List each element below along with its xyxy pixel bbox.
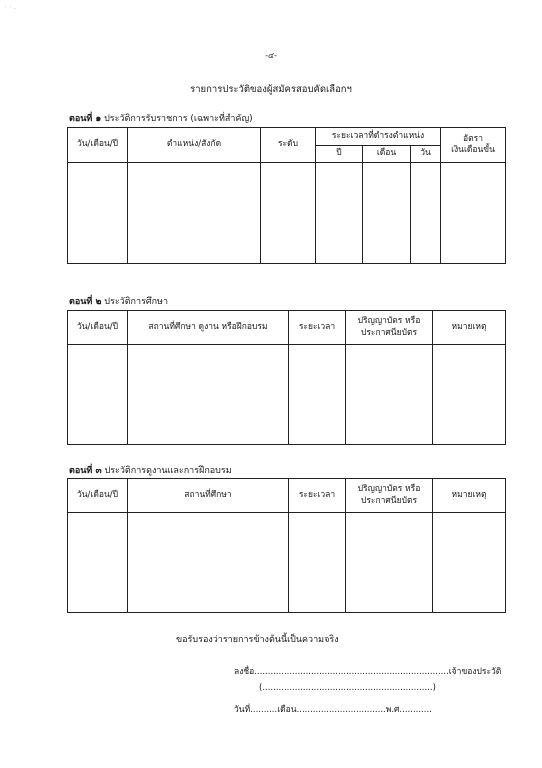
date-label: วันที่ xyxy=(234,705,251,715)
col-degree-line2: ประกาศนียบัตร xyxy=(360,327,418,338)
section2-label: ตอนที่ ๒ xyxy=(69,297,102,307)
section1-heading xyxy=(69,111,253,125)
cell-year[interactable] xyxy=(316,163,363,264)
document-title: รายการประวัติของผู้สมัครสอบคัดเลือกฯ xyxy=(190,84,352,95)
name-open-paren: ( xyxy=(259,683,263,693)
month-blank[interactable]: ................................. xyxy=(296,705,386,715)
col-degree-line2: ประกาศนียบัตร xyxy=(360,495,418,506)
name-blank[interactable]: ............................................................... xyxy=(262,683,433,693)
col-remark: หมายเหตุ xyxy=(433,479,506,513)
col-duration: ระยะเวลา xyxy=(289,479,346,513)
col-degree-line1: ปริญญาบัตร หรือ xyxy=(357,316,421,327)
col-salary-line1: อัตรา xyxy=(463,133,483,144)
col-position: ตำแหน่ง/สังกัด xyxy=(128,128,261,163)
month-label: เดือน xyxy=(277,705,297,715)
section3-title: ประวัติการดูงานและการฝึกอบรม xyxy=(104,466,232,476)
section2-title: ประวัติการศึกษา xyxy=(104,297,169,307)
col-degree xyxy=(346,479,433,513)
col-institution: สถานที่ศึกษา ดูงาน หรือฝึกอบรม xyxy=(128,311,289,345)
cell-month[interactable] xyxy=(363,163,411,264)
col-day: วัน xyxy=(411,146,441,163)
section3-heading xyxy=(69,463,232,477)
sign-blank[interactable]: ........................................................................ xyxy=(254,667,449,677)
cell-position[interactable] xyxy=(128,163,261,264)
col-duration-group: ระยะเวลาที่ดำรงตำแหน่ง xyxy=(316,128,441,146)
col-year: ปี xyxy=(316,146,363,163)
cell-degree[interactable] xyxy=(346,345,433,445)
scan-artifact: ˙ ˙ · xyxy=(4,6,16,13)
year-blank[interactable]: ........... xyxy=(402,705,432,715)
col-date: วัน/เดือน/ปี xyxy=(68,311,128,345)
section2-heading xyxy=(69,294,168,308)
name-close-paren: ) xyxy=(432,683,436,693)
cell-date[interactable] xyxy=(68,513,128,613)
cell-day[interactable] xyxy=(411,163,441,264)
name-line xyxy=(259,683,436,693)
col-month: เดือน xyxy=(363,146,411,163)
cell-salary[interactable] xyxy=(441,163,506,264)
cell-duration[interactable] xyxy=(289,345,346,445)
cell-date[interactable] xyxy=(68,345,128,445)
training-table xyxy=(67,478,506,613)
cell-remark[interactable] xyxy=(433,345,506,445)
col-degree xyxy=(346,311,433,345)
signature-line xyxy=(234,664,501,678)
col-remark: หมายเหตุ xyxy=(433,311,506,345)
cell-degree[interactable] xyxy=(346,513,433,613)
col-degree-line1: ปริญญาบัตร หรือ xyxy=(357,484,421,495)
certification-statement: ขอรับรองว่ารายการข้างต้นนี้เป็นความจริง xyxy=(176,635,339,645)
sign-label: ลงชื่อ xyxy=(234,667,255,677)
cell-duration[interactable] xyxy=(289,513,346,613)
section1-title: ประวัติการรับราชการ (เฉพาะที่สำคัญ) xyxy=(104,114,253,124)
col-salary xyxy=(441,128,506,163)
cell-date[interactable] xyxy=(68,163,128,264)
cell-institution[interactable] xyxy=(128,513,289,613)
col-level: ระดับ xyxy=(261,128,316,163)
col-date: วัน/เดือน/ปี xyxy=(68,128,128,163)
section3-label: ตอนที่ ๓ xyxy=(69,466,102,476)
cell-level[interactable] xyxy=(261,163,316,264)
day-blank[interactable]: .......... xyxy=(250,705,278,715)
section1-label: ตอนที่ ๑ xyxy=(69,114,102,124)
service-history-table xyxy=(67,127,506,264)
col-duration: ระยะเวลา xyxy=(289,311,346,345)
page-number: -๔- xyxy=(265,51,277,60)
era-label: พ.ศ. xyxy=(385,705,403,715)
col-salary-line2: เงินเดือนขั้น xyxy=(451,145,495,155)
cell-remark[interactable] xyxy=(433,513,506,613)
owner-label: เจ้าของประวัติ xyxy=(448,667,502,677)
col-date: วัน/เดือน/ปี xyxy=(68,479,128,513)
date-line xyxy=(234,702,432,716)
education-table xyxy=(67,310,506,445)
col-institution: สถานที่ศึกษา xyxy=(128,479,289,513)
cell-institution[interactable] xyxy=(128,345,289,445)
